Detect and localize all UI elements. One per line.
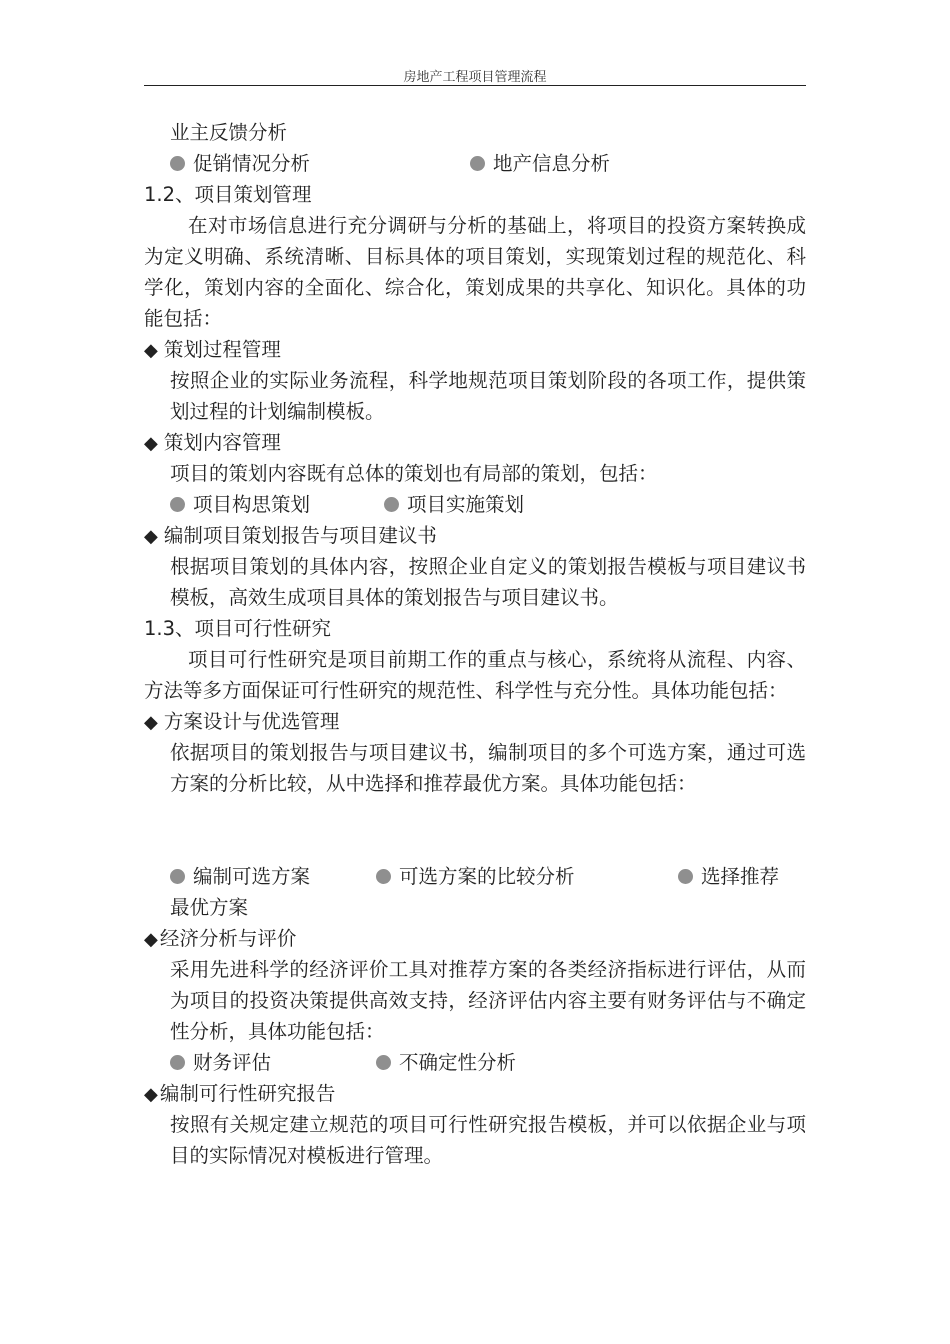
paragraph: 在对市场信息进行充分调研与分析的基础上，将项目的投资方案转换成为定义明确、系统清晰、目标具体的项目策划，实现策划过程的规范化、科学化，策划内容的全面化、综合化，策划成果的共享化、知识化。具体的功能包括： (144, 214, 806, 330)
diamond-bullet-icon: ◆ (144, 1084, 158, 1105)
bullet-row (144, 861, 806, 892)
bullet-dot-icon (376, 869, 391, 884)
paragraph: 按照企业的实际业务流程，科学地规范项目策划阶段的各项工作，提供策划过程的计划编制模板。 (170, 369, 806, 423)
bullet-label: 地产信息分析 (493, 152, 611, 175)
bullet-item (170, 489, 384, 520)
diamond-bullet-icon: ◆ (144, 929, 158, 950)
subheading: ◆ 方案设计与优选管理 (144, 706, 806, 737)
bullet-dot-icon (170, 1055, 185, 1070)
paragraph: 根据项目策划的具体内容，按照企业自定义的策划报告模板与项目建议书模板，高效生成项目具体的策划报告与项目建议书。 (170, 555, 806, 609)
diamond-bullet-icon: ◆ (144, 433, 158, 454)
subheading: ◆ 策划内容管理 (144, 427, 806, 458)
bullet-row (144, 489, 806, 520)
bullet-item (170, 148, 470, 179)
bullet-item (170, 1047, 376, 1078)
paragraph: 依据项目的策划报告与项目建议书，编制项目的多个可选方案，通过可选方案的分析比较，从中选择和推荐最优方案。具体功能包括： (170, 741, 806, 795)
paragraph: 采用先进科学的经济评价工具对推荐方案的各类经济指标进行评估，从而为项目的投资决策提供高效支持，经济评估内容主要有财务评估与不确定性分析，具体功能包括： (170, 958, 806, 1043)
document-body (144, 117, 806, 1171)
bullet-dot-icon (170, 497, 185, 512)
subheading: ◆ 编制项目策划报告与项目建议书 (144, 520, 806, 551)
bullet-label: 可选方案的比较分析 (399, 865, 575, 888)
bullet-label: 财务评估 (193, 1051, 272, 1074)
bullet-label: 促销情况分析 (193, 152, 311, 175)
bullet-label: 选择推荐 (701, 865, 780, 888)
section-heading: 1.2、项目策划管理 (144, 183, 312, 206)
text-line: 业主反馈分析 (170, 121, 288, 144)
bullet-label: 编制可选方案 (193, 865, 311, 888)
bullet-row (144, 1047, 806, 1078)
bullet-dot-icon (470, 156, 485, 171)
bullet-label: 不确定性分析 (399, 1051, 517, 1074)
bullet-label: 项目实施策划 (407, 493, 525, 516)
bullet-dot-icon (384, 497, 399, 512)
bullet-row (144, 148, 806, 179)
bullet-dot-icon (376, 1055, 391, 1070)
header-rule (144, 85, 806, 86)
bullet-dot-icon (678, 869, 693, 884)
spacer (144, 799, 806, 861)
diamond-bullet-icon: ◆ (144, 526, 158, 547)
subheading: ◆ 编制可行性研究报告 (144, 1078, 806, 1109)
section-heading: 1.3、项目可行性研究 (144, 617, 332, 640)
paragraph: 按照有关规定建立规范的项目可行性研究报告模板，并可以依据企业与项目的实际情况对模板进行管理。 (170, 1113, 806, 1167)
bullet-item (470, 148, 610, 179)
text-line: 项目的策划内容既有总体的策划也有局部的策划，包括： (170, 462, 658, 485)
bullet-label: 项目构思策划 (193, 493, 311, 516)
subheading: ◆ 经济分析与评价 (144, 923, 806, 954)
bullet-item (170, 861, 376, 892)
bullet-item (678, 861, 779, 892)
bullet-dot-icon (170, 156, 185, 171)
bullet-item (376, 1047, 516, 1078)
bullet-dot-icon (170, 869, 185, 884)
subheading: ◆ 策划过程管理 (144, 334, 806, 365)
paragraph: 项目可行性研究是项目前期工作的重点与核心，系统将从流程、内容、方法等多方面保证可行性研究的规范性、科学性与充分性。具体功能包括： (144, 648, 806, 702)
bullet-item (384, 489, 524, 520)
page-header-title: 房地产工程项目管理流程 (403, 70, 547, 85)
diamond-bullet-icon: ◆ (144, 712, 158, 733)
bullet-item (376, 861, 678, 892)
text-line: 最优方案 (170, 896, 249, 919)
diamond-bullet-icon: ◆ (144, 340, 158, 361)
